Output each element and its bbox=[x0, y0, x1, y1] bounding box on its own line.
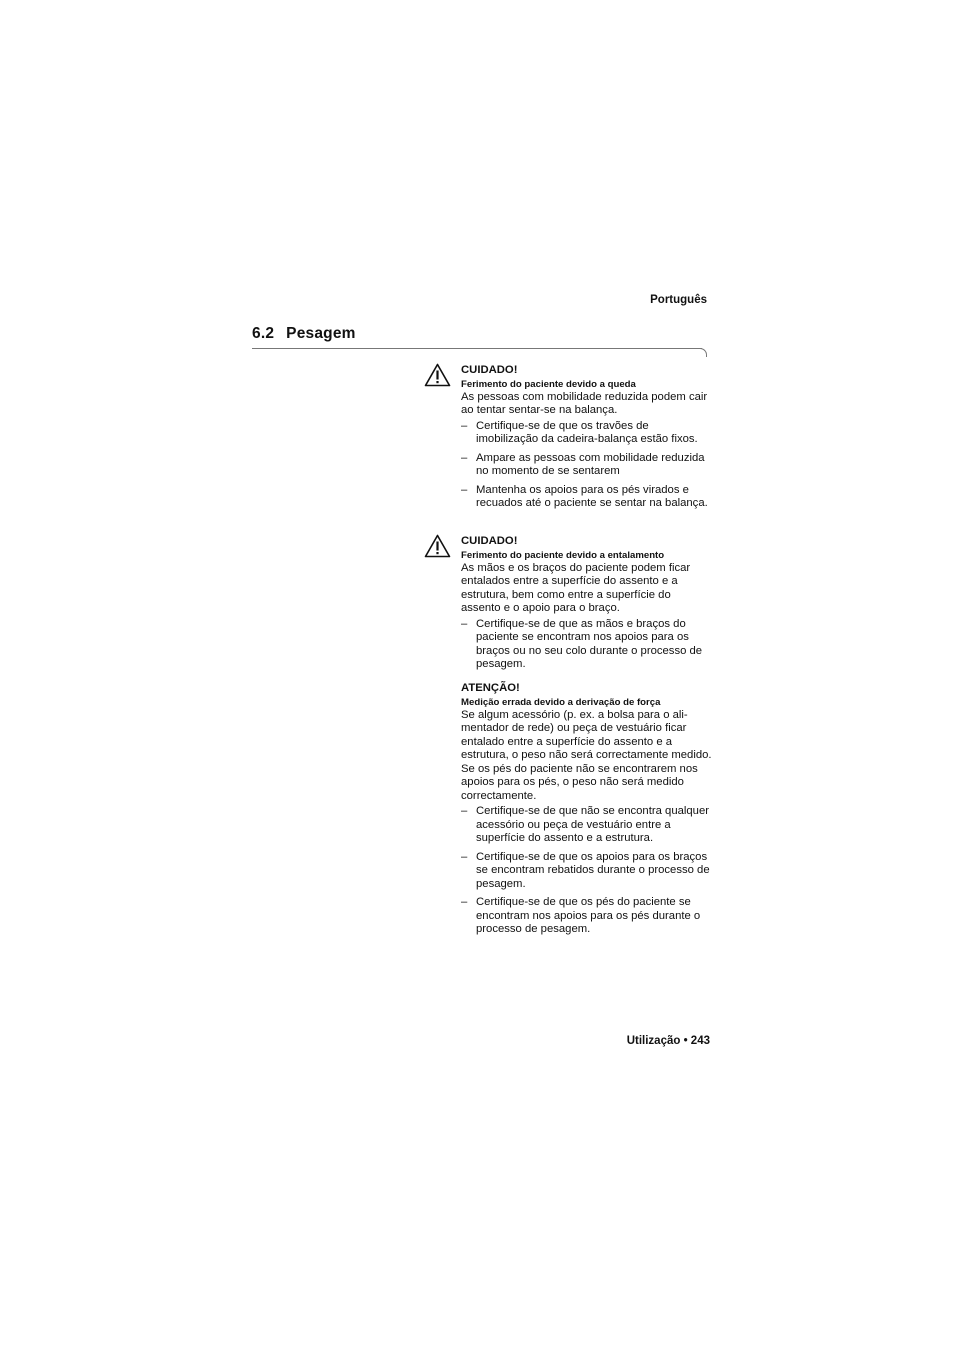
warning-heading: CUIDADO! bbox=[461, 364, 518, 376]
list-item: – Certifique-se de que não se encontra qualquer acessório ou peça de vestuário entre a superfície do assento e a estrutura. bbox=[461, 805, 709, 844]
warning-bullet-list bbox=[461, 618, 713, 672]
section-heading bbox=[252, 325, 356, 343]
notice-paragraph: Se os pés do paciente não se encontrarem nos apoios para os pés, o peso não será medido correctamente. bbox=[461, 762, 698, 802]
list-item: – Certifique-se de que as mãos e braços do paciente se encontram nos apoios para os braços ou no seu colo durante o processo de pesagem. bbox=[461, 617, 703, 670]
notice-subheading: Medição errada devido a derivação de força bbox=[461, 696, 661, 708]
notice-paragraph: Se algum acessório (p. ex. a bolsa para o ali-mentador de rede) ou peça de vestuário ficar entalado entre a superfície do assento e a estrutura, o peso não será correctamente medido. bbox=[461, 708, 712, 761]
warning-paragraph: As pessoas com mobilidade reduzida podem cair ao tentar sentar-se na balança. bbox=[461, 390, 708, 416]
notice-bullet-list bbox=[461, 805, 713, 937]
section-number: 6.2 bbox=[252, 325, 275, 342]
list-item: – Certifique-se de que os travões de imobilização da cadeira-balança estão fixos. bbox=[461, 419, 698, 445]
warning-triangle-icon bbox=[424, 363, 451, 387]
page-footer: Utilização • 243 bbox=[626, 1035, 710, 1047]
warning-triangle-icon bbox=[424, 534, 451, 558]
section-rule bbox=[252, 348, 702, 349]
list-item: – Ampare as pessoas com mobilidade reduzida no momento de se sentarem bbox=[461, 451, 705, 477]
section-rule-corner bbox=[700, 348, 707, 357]
warning-subheading: Ferimento do paciente devido a entalamento bbox=[461, 549, 665, 561]
list-item: – Mantenha os apoios para os pés virados e recuados até o paciente se sentar na balança. bbox=[461, 483, 708, 509]
page-language-label: Português bbox=[650, 294, 707, 306]
notice-heading: ATENÇÃO! bbox=[461, 682, 520, 694]
warning-heading: CUIDADO! bbox=[461, 535, 518, 547]
warning-bullet-list bbox=[461, 420, 713, 511]
warning-caution-fall bbox=[461, 364, 713, 516]
list-item: – Certifique-se de que os apoios para os braços se encontram rebatidos durante o processo de pesagem. bbox=[461, 850, 710, 890]
notice-attention-force-shunt bbox=[461, 682, 713, 942]
list-item: – Certifique-se de que os pés do paciente se encontram nos apoios para os pés durante o processo de pesagem. bbox=[461, 896, 701, 935]
warning-paragraph: As mãos e os braços do paciente podem ficar entalados entre a superfície do assento e a estrutura, bem como entre a superfície do assento e o apoio para o braço. bbox=[461, 561, 691, 614]
section-title: Pesagem bbox=[286, 325, 356, 342]
warning-subheading: Ferimento do paciente devido a queda bbox=[461, 378, 636, 390]
warning-caution-pinching bbox=[461, 535, 713, 677]
